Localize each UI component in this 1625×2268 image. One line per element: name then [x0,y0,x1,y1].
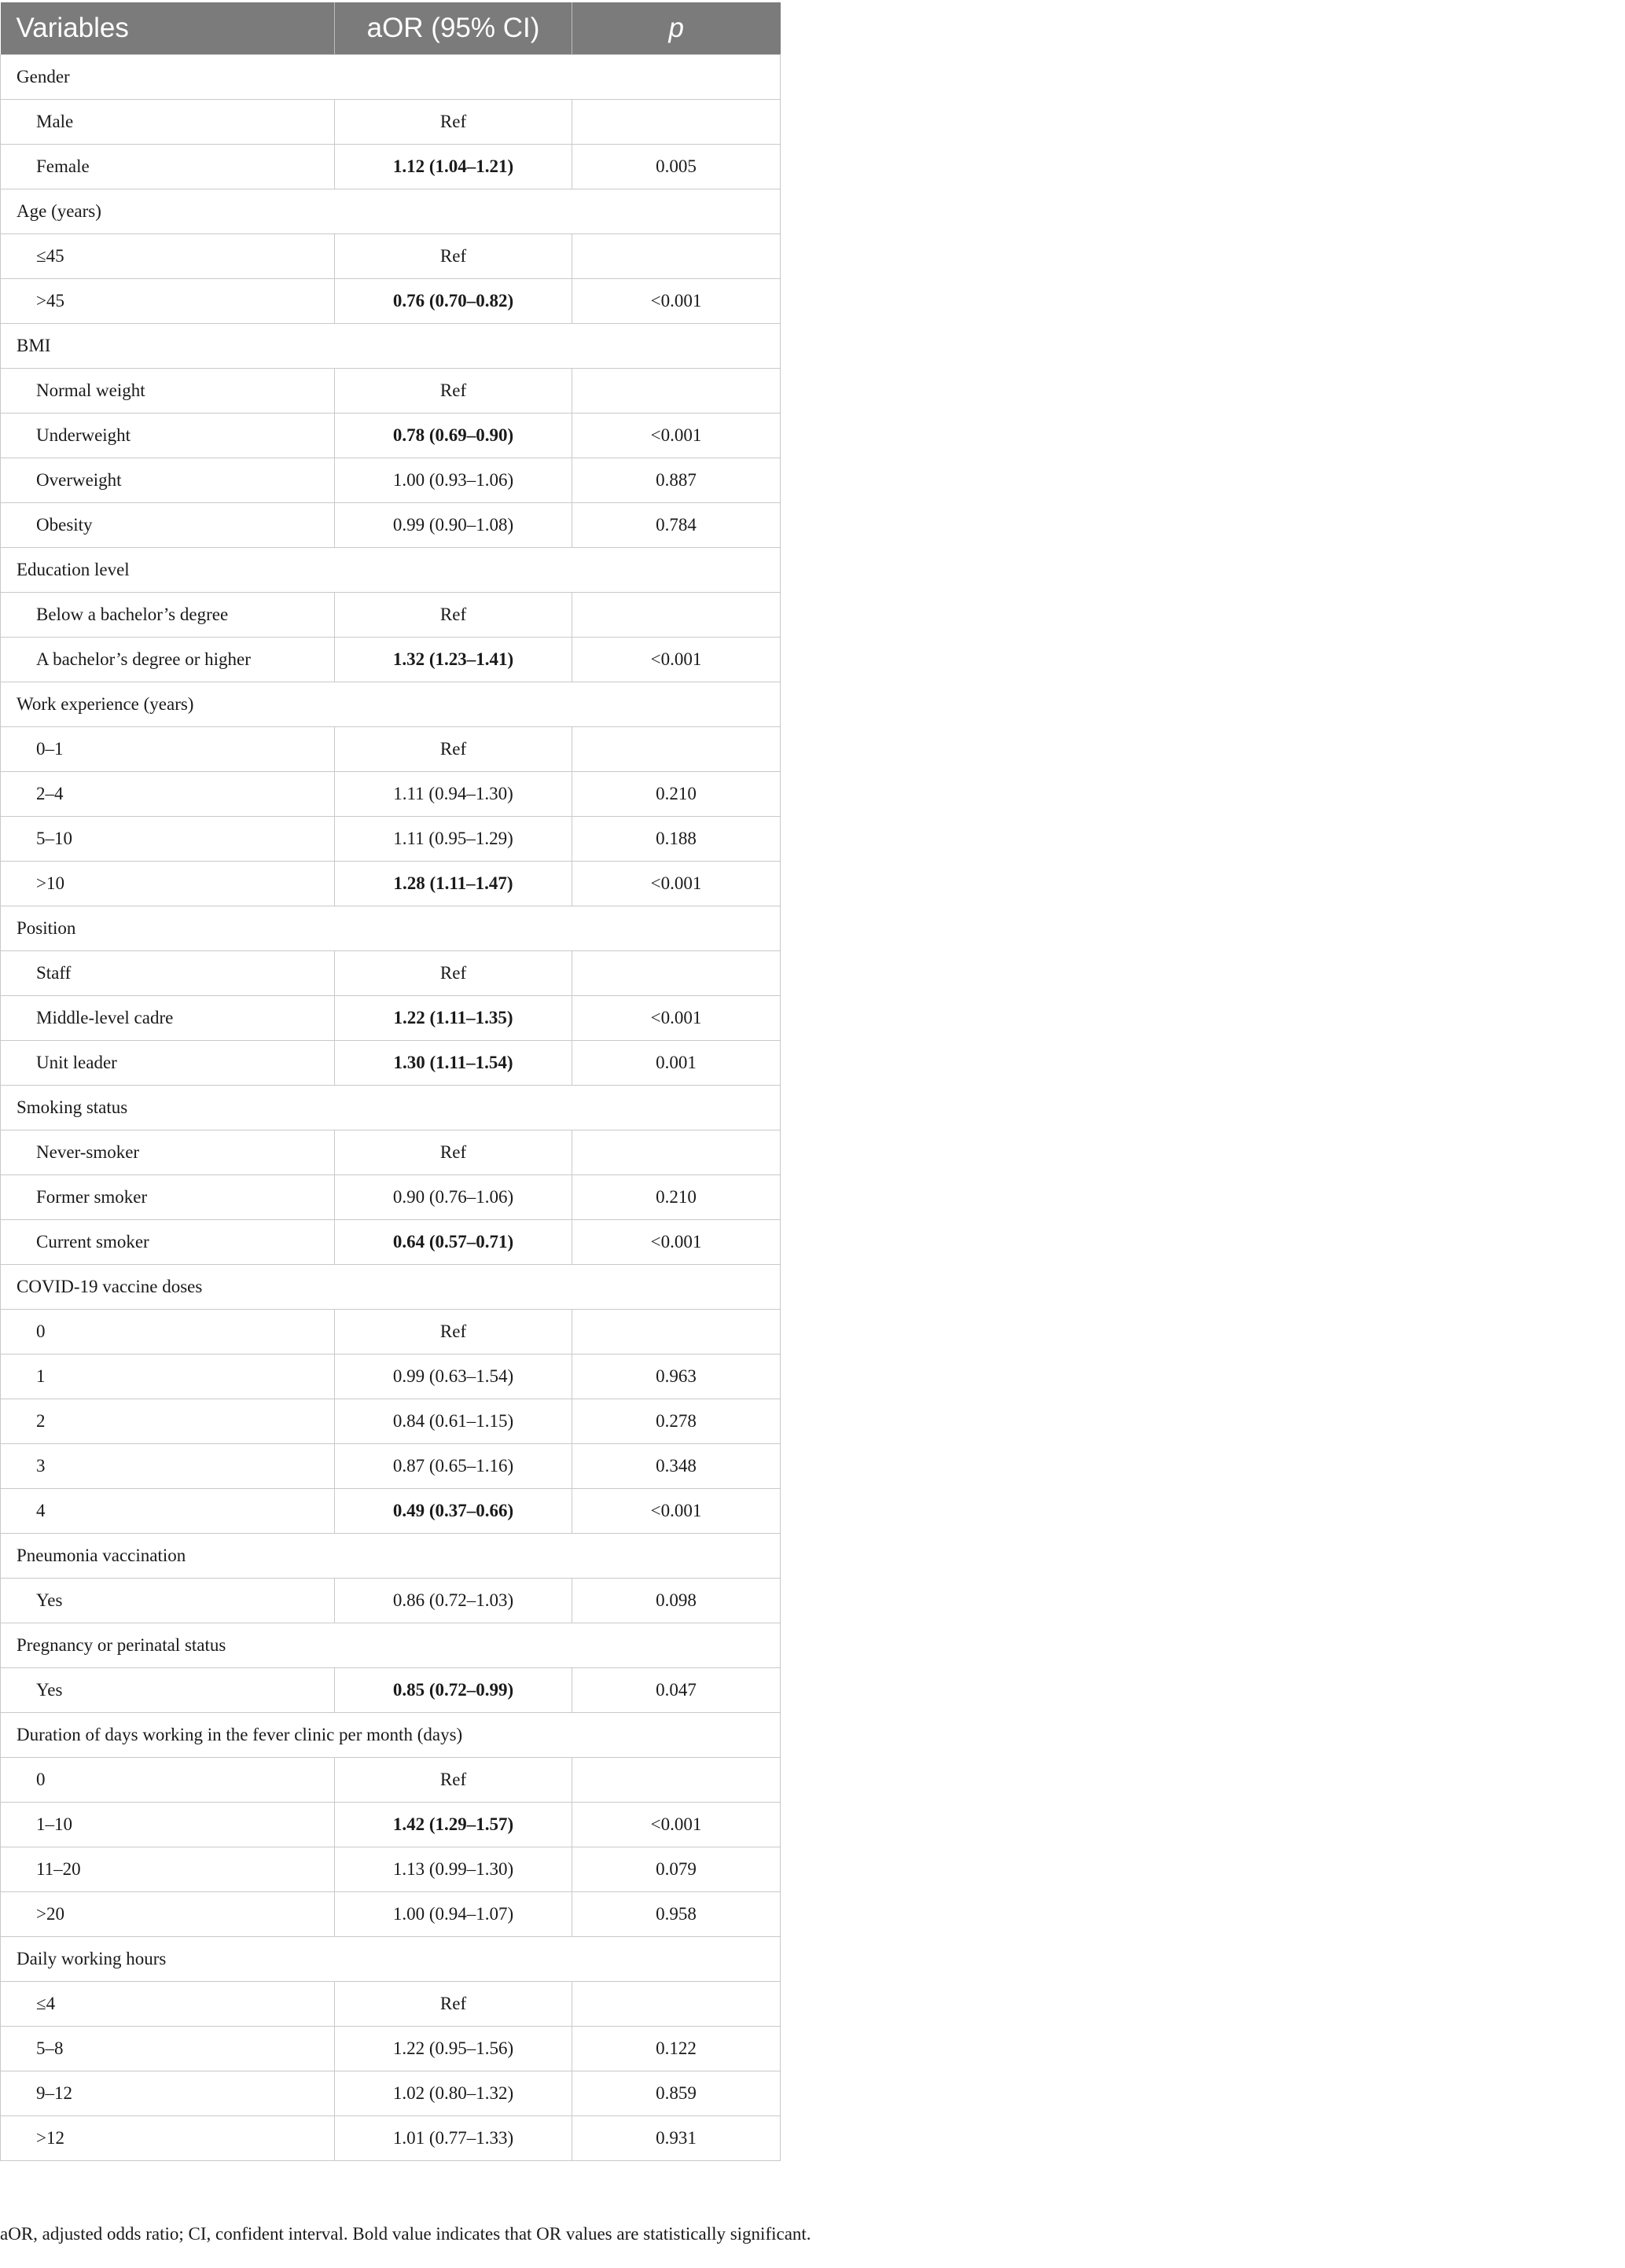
variable-cell: Obesity [1,503,335,548]
table-row [1,369,781,414]
aor-cell: 0.64 (0.57–0.71) [335,1220,572,1265]
p-value-cell: 0.098 [572,1579,781,1623]
variable-cell: Yes [1,1579,335,1623]
table-row [1,100,781,145]
variable-cell: 2–4 [1,772,335,817]
variable-cell: Staff [1,951,335,996]
variable-cell: Never-smoker [1,1130,335,1175]
variable-cell: Middle-level cadre [1,996,335,1041]
variable-cell: ≤45 [1,234,335,279]
p-value-cell: 0.278 [572,1399,781,1444]
p-value-cell: <0.001 [572,279,781,324]
aor-cell: 1.02 (0.80–1.32) [335,2071,572,2116]
table-row [1,1220,781,1265]
group-row [1,1265,781,1310]
table-row [1,1847,781,1892]
aor-cell: 0.49 (0.37–0.66) [335,1489,572,1534]
table-row [1,1310,781,1355]
table-row [1,996,781,1041]
table-body [1,55,781,2161]
p-value-cell: 0.784 [572,503,781,548]
table-row [1,1399,781,1444]
group-row [1,1713,781,1758]
p-value-cell: <0.001 [572,996,781,1041]
variable-cell: 9–12 [1,2071,335,2116]
aor-cell: Ref [335,100,572,145]
p-value-cell [572,1982,781,2027]
table-row [1,503,781,548]
group-label: Position [1,906,781,951]
p-value-cell: <0.001 [572,862,781,906]
table-row [1,1175,781,1220]
variable-cell: ≤4 [1,1982,335,2027]
aor-cell: 1.01 (0.77–1.33) [335,2116,572,2161]
variable-cell: >12 [1,2116,335,2161]
aor-cell: Ref [335,1130,572,1175]
table-row [1,414,781,458]
table-row [1,1041,781,1086]
table-row [1,1130,781,1175]
p-value-cell [572,951,781,996]
variable-cell: Former smoker [1,1175,335,1220]
aor-cell: Ref [335,369,572,414]
group-label: Pregnancy or perinatal status [1,1623,781,1668]
group-label: COVID-19 vaccine doses [1,1265,781,1310]
group-row [1,682,781,727]
aor-cell: 0.78 (0.69–0.90) [335,414,572,458]
aor-cell: 1.11 (0.95–1.29) [335,817,572,862]
variable-cell: 5–8 [1,2027,335,2071]
aor-cell: 1.11 (0.94–1.30) [335,772,572,817]
aor-cell: Ref [335,1982,572,2027]
variable-cell: 5–10 [1,817,335,862]
table-row [1,1355,781,1399]
p-value-cell: 0.859 [572,2071,781,2116]
variable-cell: Current smoker [1,1220,335,1265]
p-value-cell: <0.001 [572,414,781,458]
aor-cell: 0.86 (0.72–1.03) [335,1579,572,1623]
variable-cell: Underweight [1,414,335,458]
aor-cell: 0.99 (0.63–1.54) [335,1355,572,1399]
aor-cell: 1.22 (1.11–1.35) [335,996,572,1041]
p-value-cell [572,1310,781,1355]
p-value-cell [572,1130,781,1175]
p-value-cell [572,100,781,145]
group-label: Work experience (years) [1,682,781,727]
group-row [1,1534,781,1579]
header-row [1,2,781,55]
p-value-cell: 0.005 [572,145,781,189]
table-row [1,145,781,189]
table-row [1,279,781,324]
aor-table [0,2,781,2161]
p-value-cell [572,234,781,279]
table-row [1,2027,781,2071]
aor-cell: 1.28 (1.11–1.47) [335,862,572,906]
table-row [1,458,781,503]
variable-cell: Below a bachelor’s degree [1,593,335,638]
aor-cell: Ref [335,593,572,638]
p-value-cell [572,1758,781,1803]
group-label: Age (years) [1,189,781,234]
table-row [1,234,781,279]
group-row [1,55,781,100]
aor-cell: 0.85 (0.72–0.99) [335,1668,572,1713]
variable-cell: 0–1 [1,727,335,772]
aor-cell: 1.32 (1.23–1.41) [335,638,572,682]
p-value-cell [572,369,781,414]
table-row [1,772,781,817]
table-row [1,1668,781,1713]
variable-cell: >20 [1,1892,335,1937]
variable-cell: Normal weight [1,369,335,414]
p-value-cell: 0.001 [572,1041,781,1086]
p-value-cell: <0.001 [572,1803,781,1847]
table-row [1,817,781,862]
p-value-cell [572,727,781,772]
variable-cell: 3 [1,1444,335,1489]
aor-cell: 0.84 (0.61–1.15) [335,1399,572,1444]
group-label: Duration of days working in the fever clinic per month (days) [1,1713,781,1758]
aor-cell: Ref [335,234,572,279]
aor-cell: 0.90 (0.76–1.06) [335,1175,572,1220]
table-row [1,2071,781,2116]
variable-cell: Male [1,100,335,145]
table-row [1,862,781,906]
table-row [1,593,781,638]
variable-cell: 2 [1,1399,335,1444]
group-row [1,1937,781,1982]
table-row [1,1982,781,2027]
p-value-cell: 0.931 [572,2116,781,2161]
aor-cell: 1.00 (0.94–1.07) [335,1892,572,1937]
aor-cell: Ref [335,1310,572,1355]
aor-cell: 1.13 (0.99–1.30) [335,1847,572,1892]
variable-cell: 4 [1,1489,335,1534]
aor-cell: Ref [335,727,572,772]
p-value-cell: <0.001 [572,638,781,682]
aor-cell: 0.87 (0.65–1.16) [335,1444,572,1489]
table-row [1,638,781,682]
table-footnote: aOR, adjusted odds ratio; CI, confident interval. Bold value indicates that OR values are statistically significant. [0,2224,811,2244]
aor-cell: 1.22 (0.95–1.56) [335,2027,572,2071]
table-row [1,2116,781,2161]
table-row [1,1758,781,1803]
p-value-cell: 0.887 [572,458,781,503]
group-row [1,1086,781,1130]
variable-cell: 0 [1,1310,335,1355]
variable-cell: Overweight [1,458,335,503]
group-row [1,906,781,951]
table-row [1,951,781,996]
group-row [1,189,781,234]
variable-cell: Female [1,145,335,189]
variable-cell: Unit leader [1,1041,335,1086]
header-aor: aOR (95% CI) [335,2,572,55]
group-label: BMI [1,324,781,369]
p-value-cell: 0.047 [572,1668,781,1713]
p-value-cell: <0.001 [572,1220,781,1265]
variable-cell: 1 [1,1355,335,1399]
table-row [1,1444,781,1489]
p-value-cell: 0.210 [572,772,781,817]
p-value-cell: 0.188 [572,817,781,862]
group-label: Gender [1,55,781,100]
group-row [1,548,781,593]
aor-cell: 1.12 (1.04–1.21) [335,145,572,189]
variable-cell: >45 [1,279,335,324]
table-row [1,1579,781,1623]
variable-cell: 0 [1,1758,335,1803]
table-row [1,1803,781,1847]
group-label: Daily working hours [1,1937,781,1982]
p-value-cell: 0.122 [572,2027,781,2071]
table-header [1,2,781,55]
aor-cell: 0.99 (0.90–1.08) [335,503,572,548]
p-value-cell [572,593,781,638]
group-row [1,324,781,369]
header-p: p [572,2,781,55]
p-value-cell: 0.210 [572,1175,781,1220]
variable-cell: 1–10 [1,1803,335,1847]
group-label: Pneumonia vaccination [1,1534,781,1579]
aor-cell: 1.30 (1.11–1.54) [335,1041,572,1086]
group-row [1,1623,781,1668]
group-label: Smoking status [1,1086,781,1130]
header-variables: Variables [1,2,335,55]
variable-cell: A bachelor’s degree or higher [1,638,335,682]
variable-cell: Yes [1,1668,335,1713]
variable-cell: 11–20 [1,1847,335,1892]
p-value-cell: 0.079 [572,1847,781,1892]
table-row [1,1892,781,1937]
aor-cell: Ref [335,951,572,996]
p-value-cell: 0.348 [572,1444,781,1489]
p-value-cell: <0.001 [572,1489,781,1534]
table-row [1,727,781,772]
aor-cell: Ref [335,1758,572,1803]
aor-cell: 0.76 (0.70–0.82) [335,279,572,324]
group-label: Education level [1,548,781,593]
aor-cell: 1.42 (1.29–1.57) [335,1803,572,1847]
variable-cell: >10 [1,862,335,906]
p-value-cell: 0.963 [572,1355,781,1399]
table-row [1,1489,781,1534]
aor-cell: 1.00 (0.93–1.06) [335,458,572,503]
p-value-cell: 0.958 [572,1892,781,1937]
